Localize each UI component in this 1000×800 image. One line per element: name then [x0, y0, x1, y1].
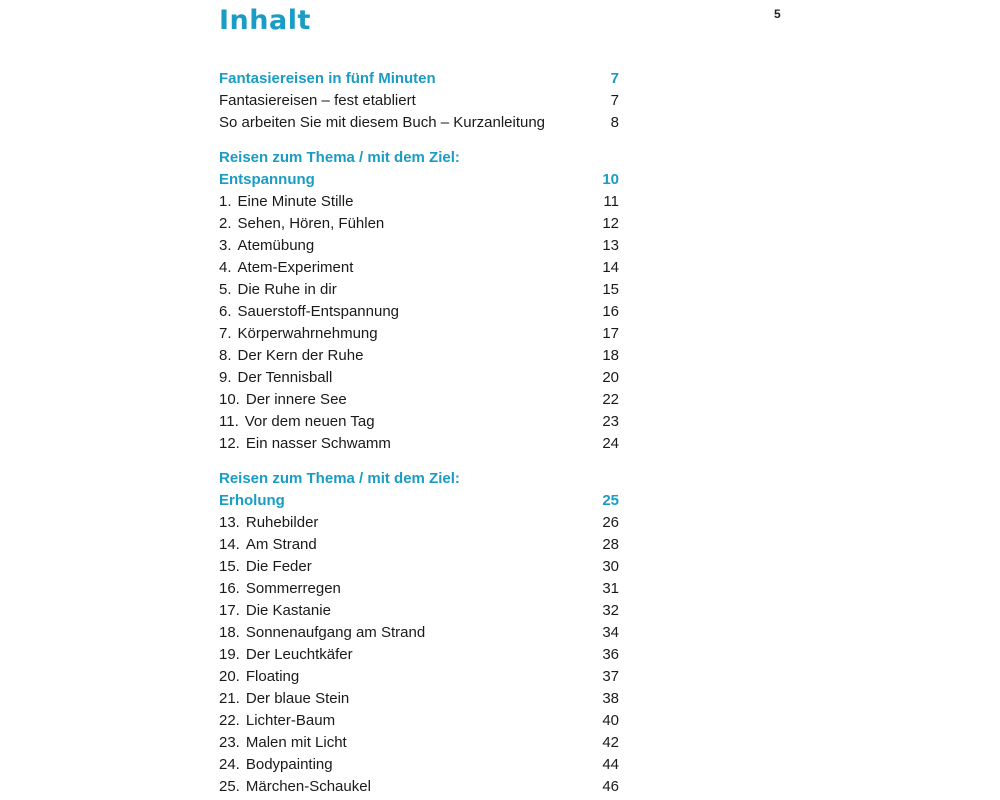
toc-entry-number: 3. [219, 237, 232, 254]
toc-entry-page: 15 [602, 281, 619, 298]
toc-entry-label: Sehen, Hören, Fühlen [237, 215, 385, 232]
toc-entry-number: 8. [219, 347, 232, 364]
toc-entry[interactable] [219, 279, 619, 301]
toc-section-heading[interactable] [219, 490, 619, 512]
toc-entry-page: 11 [603, 193, 619, 210]
toc-entry-label: Die Ruhe in dir [237, 281, 337, 298]
toc-entry-label: Der innere See [245, 391, 347, 408]
toc-entry-page: 7 [610, 92, 619, 109]
toc-entry-number: 19. [219, 646, 240, 663]
toc-entry-page: 44 [602, 756, 619, 773]
toc-entry-number: 13. [219, 514, 240, 531]
toc-entry-label: So arbeiten Sie mit diesem Buch – Kurzanleitung [219, 114, 546, 131]
toc-section-heading[interactable] [219, 68, 619, 90]
toc-entry-number: 18. [219, 624, 240, 641]
toc-entry[interactable] [219, 622, 619, 644]
toc-entry-label: Sommerregen [245, 580, 341, 597]
toc-entry-label: Eine Minute Stille [237, 193, 354, 210]
toc-entry-number: 21. [219, 690, 240, 707]
toc-entry-number: 16. [219, 580, 240, 597]
toc-entry-label: Atem-Experiment [237, 259, 354, 276]
toc-entry-label: Der Tennisball [237, 369, 333, 386]
toc-entry-page: 31 [602, 580, 619, 597]
toc-entry-number: 5. [219, 281, 232, 298]
toc-entry-label: Am Strand [245, 536, 317, 553]
toc-entry[interactable] [219, 345, 619, 367]
toc-subheading-label: Reisen zum Thema / mit dem Ziel: [219, 149, 460, 166]
toc-entry-page: 8 [610, 114, 619, 131]
toc-entry[interactable] [219, 112, 619, 134]
toc-entry-page: 22 [602, 391, 619, 408]
toc-entry-label: Ein nasser Schwamm [245, 435, 391, 452]
toc-entry-page: 42 [602, 734, 619, 751]
toc-entry-page: 37 [602, 668, 619, 685]
toc-entry-page: 28 [602, 536, 619, 553]
toc-entry[interactable] [219, 213, 619, 235]
toc-section-subheading [219, 468, 619, 490]
toc-entry[interactable] [219, 578, 619, 600]
toc-entry-label: Bodypainting [245, 756, 333, 773]
toc-entry[interactable] [219, 367, 619, 389]
toc-entry-label: Der Leuchtkäfer [245, 646, 353, 663]
toc-entry-label: Sauerstoff-Entspannung [237, 303, 400, 320]
toc-entry-number: 23. [219, 734, 240, 751]
toc-entry-number: 1. [219, 193, 232, 210]
toc-entry-number: 11. [219, 413, 239, 430]
toc-entry-number: 24. [219, 756, 240, 773]
toc-entry[interactable] [219, 666, 619, 688]
toc-entry-page: 14 [602, 259, 619, 276]
toc-section-heading[interactable] [219, 169, 619, 191]
toc-entry[interactable] [219, 191, 619, 213]
toc-entry[interactable] [219, 710, 619, 732]
toc-entry-page: 16 [602, 303, 619, 320]
toc-entry[interactable] [219, 90, 619, 112]
toc-entry-number: 12. [219, 435, 240, 452]
toc-entry-page: 30 [602, 558, 619, 575]
toc-heading-label: Erholung [219, 492, 285, 509]
page-title: Inhalt [219, 5, 311, 36]
toc-entry-label: Die Feder [245, 558, 312, 575]
toc-entry[interactable] [219, 301, 619, 323]
toc-entry-page: 24 [602, 435, 619, 452]
toc-entry-page: 32 [602, 602, 619, 619]
toc-entry[interactable] [219, 411, 619, 433]
toc-entry-label: Sonnenaufgang am Strand [245, 624, 426, 641]
toc-entry-number: 15. [219, 558, 240, 575]
toc-entry-page: 12 [602, 215, 619, 232]
toc-entry-label: Lichter-Baum [245, 712, 336, 729]
toc-entry-page: 13 [602, 237, 619, 254]
toc-subheading-label: Reisen zum Thema / mit dem Ziel: [219, 470, 460, 487]
toc-entry-number: 17. [219, 602, 240, 619]
toc-entry[interactable] [219, 556, 619, 578]
toc-entry[interactable] [219, 433, 619, 455]
toc-entry-number: 2. [219, 215, 232, 232]
toc-entry[interactable] [219, 257, 619, 279]
toc-entry[interactable] [219, 534, 619, 556]
toc-entry-number: 10. [219, 391, 240, 408]
toc-entry-label: Fantasiereisen – fest etabliert [219, 92, 416, 109]
toc-entry-number: 4. [219, 259, 232, 276]
toc-entry-page: 26 [602, 514, 619, 531]
toc-entry[interactable] [219, 688, 619, 710]
page-number: 5 [774, 7, 781, 21]
toc-entry-page: 46 [602, 778, 619, 795]
toc-heading-page: 7 [610, 70, 619, 87]
toc-heading-page: 25 [602, 492, 619, 509]
toc-entry[interactable] [219, 235, 619, 257]
toc-entry[interactable] [219, 732, 619, 754]
toc-entry-label: Malen mit Licht [245, 734, 347, 751]
toc-entry-number: 25. [219, 778, 240, 795]
toc-heading-label: Entspannung [219, 171, 315, 188]
toc-entry[interactable] [219, 323, 619, 345]
toc-entry-label: Der Kern der Ruhe [237, 347, 364, 364]
toc-entry[interactable] [219, 754, 619, 776]
toc-entry-number: 22. [219, 712, 240, 729]
toc-entry-page: 38 [602, 690, 619, 707]
toc-entry-page: 34 [602, 624, 619, 641]
toc-entry-page: 17 [602, 325, 619, 342]
toc-entry[interactable] [219, 512, 619, 534]
toc-entry-number: 7. [219, 325, 232, 342]
toc-entry-page: 18 [602, 347, 619, 364]
toc-heading-label: Fantasiereisen in fünf Minuten [219, 70, 436, 87]
toc-entry-number: 6. [219, 303, 232, 320]
toc-entry-number: 14. [219, 536, 240, 553]
toc-entry-page: 20 [602, 369, 619, 386]
toc-entry-page: 40 [602, 712, 619, 729]
toc-entry-number: 20. [219, 668, 240, 685]
toc-section-subheading [219, 147, 619, 169]
toc-entry-number: 9. [219, 369, 232, 386]
toc-entry[interactable] [219, 600, 619, 622]
toc-heading-page: 10 [602, 171, 619, 188]
toc-entry[interactable] [219, 776, 619, 798]
toc-entry-label: Ruhebilder [245, 514, 319, 531]
toc-entry-label: Der blaue Stein [245, 690, 350, 707]
toc-entry[interactable] [219, 644, 619, 666]
toc-entry[interactable] [219, 389, 619, 411]
toc-entry-label: Die Kastanie [245, 602, 331, 619]
toc-entry-label: Floating [245, 668, 300, 685]
toc-entry-page: 23 [602, 413, 619, 430]
toc-entry-label: Körperwahrnehmung [237, 325, 378, 342]
toc-entry-label: Atemübung [237, 237, 315, 254]
toc-entry-page: 36 [602, 646, 619, 663]
toc-entry-label: Vor dem neuen Tag [244, 413, 375, 430]
toc-entry-label: Märchen-Schaukel [245, 778, 371, 795]
